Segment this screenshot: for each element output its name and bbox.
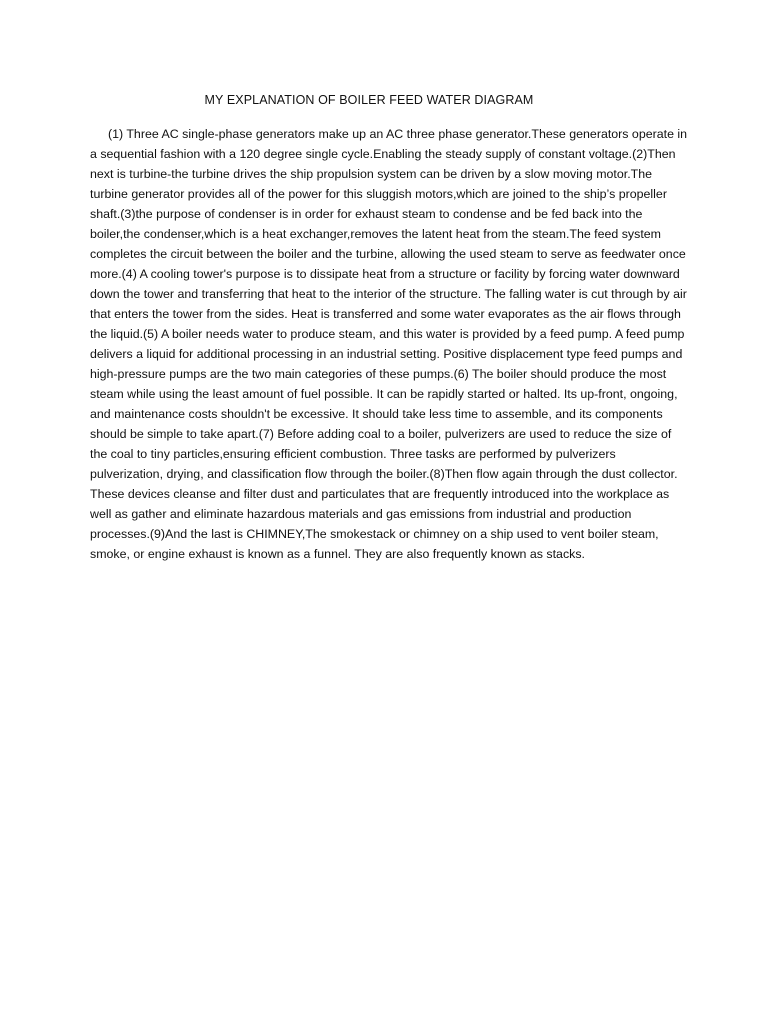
document-body-paragraph: (1) Three AC single-phase generators make up an AC three phase generator.These generators operate in a sequential fashion with a 120 degree single cycle.Enabling the steady supply of constant voltage.(2)Then next is turbine-the turbine drives the ship propulsion system can be driven by a slow moving motor.The turbine generator provides all of the power for this sluggish motors,which are joined to the ship’s propeller shaft.(3)the purpose of condenser is in order for exhaust steam to condense and be fed back into the boiler,the condenser,which is a heat exchanger,removes the latent heat from the steam.The feed system completes the circuit between the boiler and the turbine, allowing the used steam to serve as feedwater once more.(4) A cooling tower's purpose is to dissipate heat from a structure or facility by forcing water downward down the tower and transferring that heat to the interior of the structure. The falling water is cut through by air that enters the tower from the sides. Heat is transferred and some water evaporates as the air flows through the liquid.(5) A boiler needs water to produce steam, and this water is provided by a feed pump. A feed pump delivers a liquid for additional processing in an industrial setting. Positive displacement type feed pumps and high-pressure pumps are the two main categories of these pumps.(6) The boiler should produce the most steam while using the least amount of fuel possible. It can be rapidly started or halted. Its up-front, ongoing, and maintenance costs shouldn't be excessive. It should take less time to assemble, and its components should be simple to take apart.(7) Before adding coal to a boiler, pulverizers are used to reduce the size of the coal to tiny particles,ensuring efficient combustion. Three tasks are performed by pulverizers pulverization, drying, and classification flow through the boiler.(8)Then flow again through the dust collector. These devices cleanse and filter dust and particulates that are frequently introduced into the workplace as well as gather and eliminate hazardous materials and gas emissions from industrial and production processes.(9)And the last is CHIMNEY,The smokestack or chimney on a ship used to vent boiler steam, smoke, or engine exhaust is known as a funnel. They are also frequently known as stacks. (90, 127, 688, 561)
document-title: MY EXPLANATION OF BOILER FEED WATER DIAGRAM (204, 93, 534, 107)
